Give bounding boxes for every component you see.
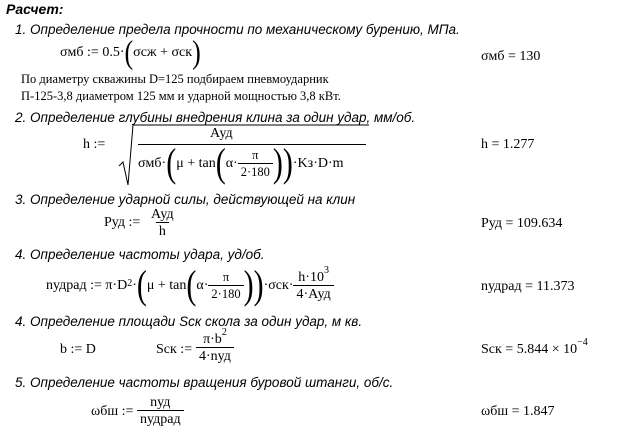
s5-frac (196, 327, 234, 364)
s2-numerator: Ауд (210, 126, 233, 141)
s2-den-c: α· (225, 156, 238, 171)
s1-result: σмб = 130 (481, 49, 541, 64)
s5-exp-2: 2 (221, 327, 227, 339)
s5-result (481, 337, 588, 358)
s1-arg: σсж + σск (133, 45, 193, 61)
page-title: Расчет: (6, 1, 64, 17)
s1-note-line-2: П-125-3,8 диаметром 125 мм и ударной мощностью 3,8 кВт. (21, 89, 341, 103)
s3-lhs: Руд := (104, 215, 141, 230)
s1-note-line-1: По диаметру скважины D=125 подбираем пневмоударник (21, 72, 329, 86)
s5-fraction (196, 327, 234, 364)
s3-result: Руд = 109.634 (481, 216, 563, 231)
s3-numerator: Ауд (151, 207, 174, 222)
s4-result: nудрад = 11.373 (481, 279, 575, 294)
s4-exp-3: 3 (323, 265, 329, 277)
s4-b: μ + tan (146, 278, 187, 293)
s6-result: ωбш = 1.847 (481, 404, 555, 419)
s6-lhs: ωбш := (91, 404, 134, 419)
s3-frac (148, 207, 177, 239)
s5-denominator: 4·nуд (196, 347, 234, 364)
s2-den-b: μ + tan (176, 156, 216, 171)
s4-lhs: nудрад := π·D (46, 278, 128, 293)
s2-outer-left-paren: ( (166, 141, 177, 186)
section-3-heading: 3. Определение ударной силы, действующей на клин (15, 192, 356, 207)
s2-inner-right-paren: ) (272, 141, 283, 186)
s2-den-a: σмб· (138, 156, 167, 171)
s4-mid: · (132, 278, 137, 293)
s4-pi: π (222, 270, 230, 284)
s2-pi-fraction (238, 148, 273, 180)
s2-denominator (138, 141, 344, 186)
s4-inner-left-paren: ( (186, 263, 197, 308)
s6-frac (137, 395, 184, 427)
s2-denom-180: 2·180 (238, 163, 273, 180)
s5-num-text: π·b (203, 332, 222, 347)
s3-denominator: h (156, 222, 169, 239)
s4-d: ·σск· (263, 278, 294, 293)
s4-outer-right-paren: ) (253, 263, 264, 308)
s3-fraction (148, 207, 177, 239)
s4-c: α· (196, 278, 209, 293)
s4-h-numerator (295, 265, 332, 285)
s2-den-d: ·Kз·D·m (292, 156, 344, 171)
s1-formula (60, 34, 201, 71)
s4-h-fraction (293, 265, 333, 302)
s4-denom-180: 2·180 (208, 285, 243, 302)
s1-left-paren: ( (124, 34, 134, 71)
section-5-heading: 4. Определение площади Sск скола за один удар, м кв. (15, 314, 363, 329)
s4-formula: nудрад := π·D $^2$ · ( μ + tan ( α· $\frac{\pi}{2\cdot 180}$ ) ) ·σск· $\frac{h\cdot 10^3}{\text{4·Ауд}}$ (46, 264, 334, 308)
s4-inner-right-paren: ) (243, 263, 254, 308)
s2-pi: π (252, 148, 259, 162)
s2-lhs: h := (83, 137, 106, 152)
section-6-heading: 5. Определение частоты вращения буровой штанги, об/с. (15, 375, 394, 390)
s5-b-def: b := D (60, 342, 96, 357)
s6-denominator: nудрад (137, 410, 184, 427)
section-2-heading: 2. Определение глубины внедрения клина за один удар, мм/об. (15, 110, 416, 125)
s4-outer-left-paren: ( (136, 263, 147, 308)
s2-inner-left-paren: ( (215, 141, 226, 186)
s2-result: h = 1.277 (481, 137, 535, 152)
section-4-heading: 4. Определение частоты удара, уд/об. (15, 247, 265, 262)
s6-fraction (137, 395, 184, 427)
s6-numerator: nуд (150, 395, 171, 410)
s5-result-base: Sск = 5.844 × 10 (481, 342, 578, 357)
s4-pi-fraction (208, 270, 243, 302)
section-1-heading: 1. Определение предела прочности по механическому бурению, МПа. (15, 22, 460, 37)
s5-lhs: Sск := (156, 342, 193, 357)
s1-lhs: σмб := 0.5· (60, 45, 125, 61)
s4-h-denominator: 4·Ауд (293, 285, 333, 302)
s1-right-paren: ) (192, 34, 201, 71)
s5-result-exp: −4 (577, 337, 588, 349)
s2-outer-right-paren: ) (282, 141, 293, 186)
s4-h10: h·10 (298, 270, 324, 285)
s5-numerator (200, 327, 230, 347)
